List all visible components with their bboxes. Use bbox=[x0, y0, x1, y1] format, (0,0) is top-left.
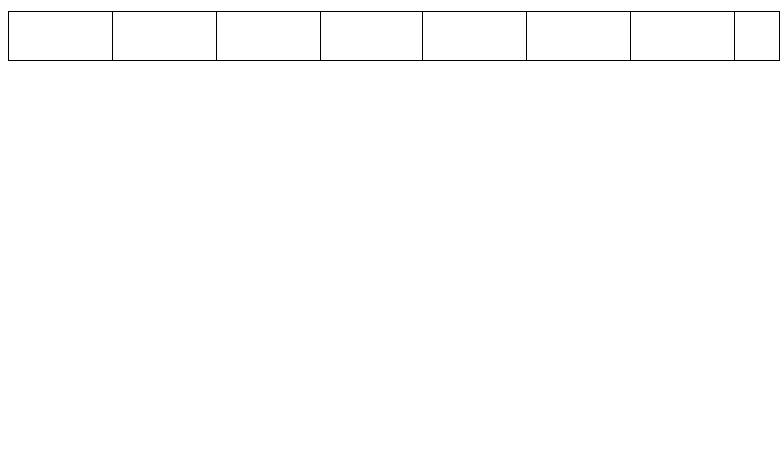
period-header bbox=[113, 12, 217, 61]
break-header bbox=[321, 12, 423, 61]
corner-cell bbox=[735, 12, 780, 61]
header-row bbox=[9, 12, 780, 61]
period-header bbox=[631, 12, 735, 61]
period-header bbox=[217, 12, 321, 61]
period-header bbox=[527, 12, 631, 61]
period-header bbox=[9, 12, 113, 61]
timetable bbox=[8, 11, 780, 61]
period-header bbox=[423, 12, 527, 61]
